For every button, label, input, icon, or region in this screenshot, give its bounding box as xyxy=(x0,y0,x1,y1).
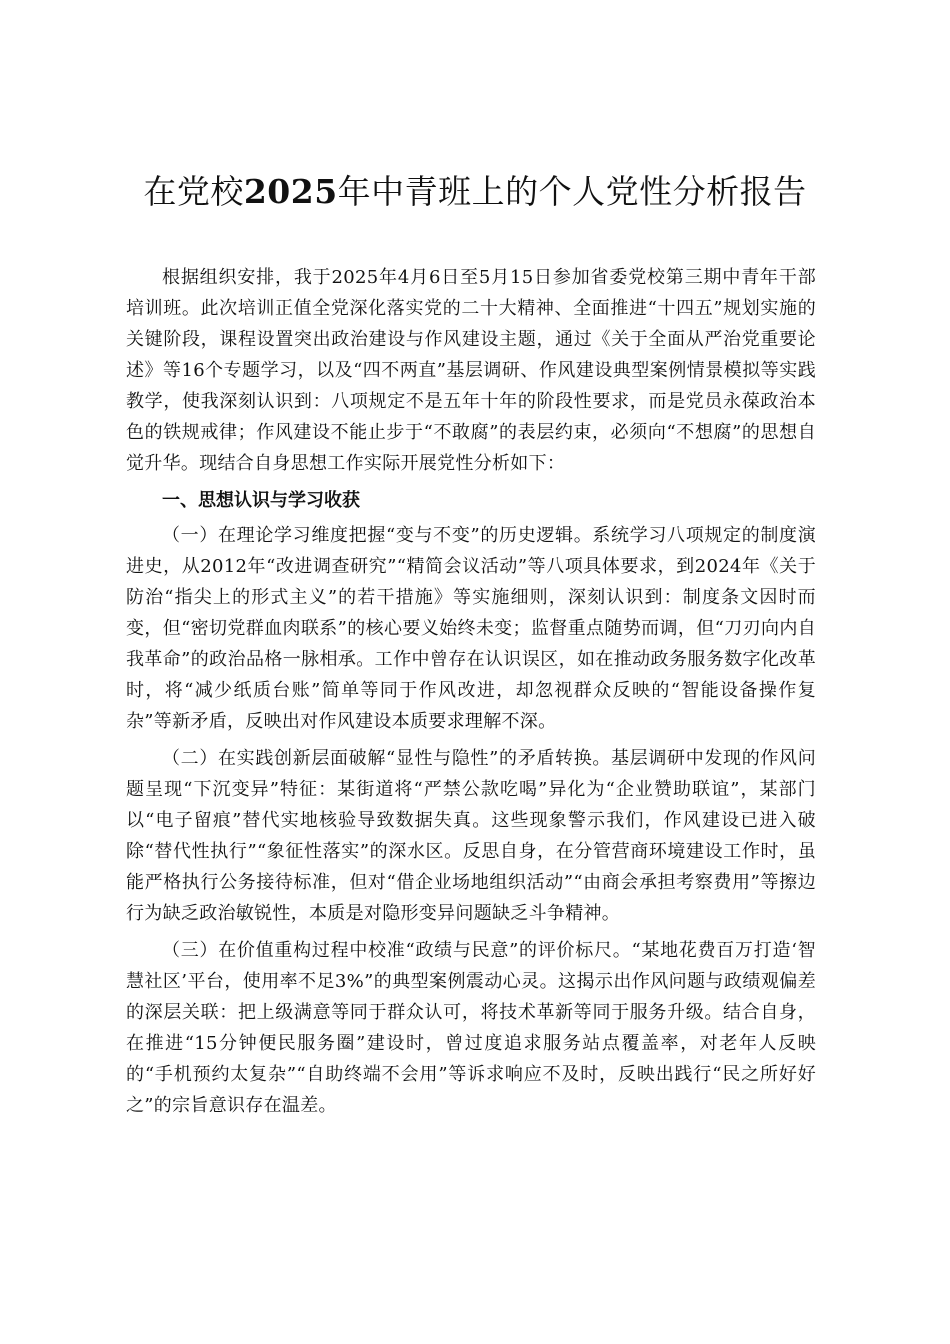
body-paragraph-3: （三）在价值重构过程中校准“政绩与民意”的评价标尺。“某地花费百万打造‘智慧社区’平台，使用率不足3%”的典型案例震动心灵。这揭示出作风问题与政绩观偏差的深层关联：把上级满意等同于群众认可，将技术革新等同于服务升级。结合自身，在推进“15分钟便民服务圈”建设时，曾过度追求服务站点覆盖率，对老年人反映的“手机预约太复杂”“自助终端不会用”等诉求响应不及时，反映出践行“民之所好好之”的宗旨意识存在温差。 xyxy=(126,940,816,1116)
body-paragraph-1: （一）在理论学习维度把握“变与不变”的历史逻辑。系统学习八项规定的制度演进史，从2012年“改进调查研究”“精简会议活动”等八项具体要求，到2024年《关于防治“指尖上的形式主义”的若干措施》等实施细则，深刻认识到：制度条文因时而变，但“密切党群血肉联系”的核心要义始终未变；监督重点随势而调，但“刀刃向内自我革命”的政治品格一脉相承。工作中曾存在认识误区，如在推动政务服务数字化改革时，将“减少纸质台账”简单等同于作风改进，却忽视群众反映的“智能设备操作复杂”等新矛盾，反映出对作风建设本质要求理解不深。 xyxy=(126,525,816,732)
section-heading: 一、思想认识与学习收获 xyxy=(162,490,360,511)
body-paragraph-2: （二）在实践创新层面破解“显性与隐性”的矛盾转换。基层调研中发现的作风问题呈现“下沉变异”特征：某街道将“严禁公款吃喝”异化为“企业赞助联谊”，某部门以“电子留痕”替代实地核验导致数据失真。这些现象警示我们，作风建设已进入破除“替代性执行”“象征性落实”的深水区。反思自身，在分管营商环境建设工作时，虽能严格执行公务接待标准，但对“借企业场地组织活动”“由商会承担考察费用”等擦边行为缺乏政治敏锐性，本质是对隐形变异问题缺乏斗争精神。 xyxy=(126,748,816,924)
intro-paragraph: 根据组织安排，我于2025年4月6日至5月15日参加省委党校第三期中青年干部培训班。此次培训正值全党深化落实党的二十大精神、全面推进“十四五”规划实施的关键阶段，课程设置突出政治建设与作风建设主题，通过《关于全面从严治党重要论述》等16个专题学习，以及“四不两直”基层调研、作风建设典型案例情景模拟等实践教学，使我深刻认识到：八项规定不是五年十年的阶段性要求，而是党员永葆政治本色的铁规戒律；作风建设不能止步于“不敢腐”的表层约束，必须向“不想腐”的思想自觉升华。现结合自身思想工作实际开展党性分析如下： xyxy=(126,267,816,474)
document-title: 在党校2025年中青班上的个人党性分析报告 xyxy=(143,172,807,211)
document-body xyxy=(126,262,816,1127)
